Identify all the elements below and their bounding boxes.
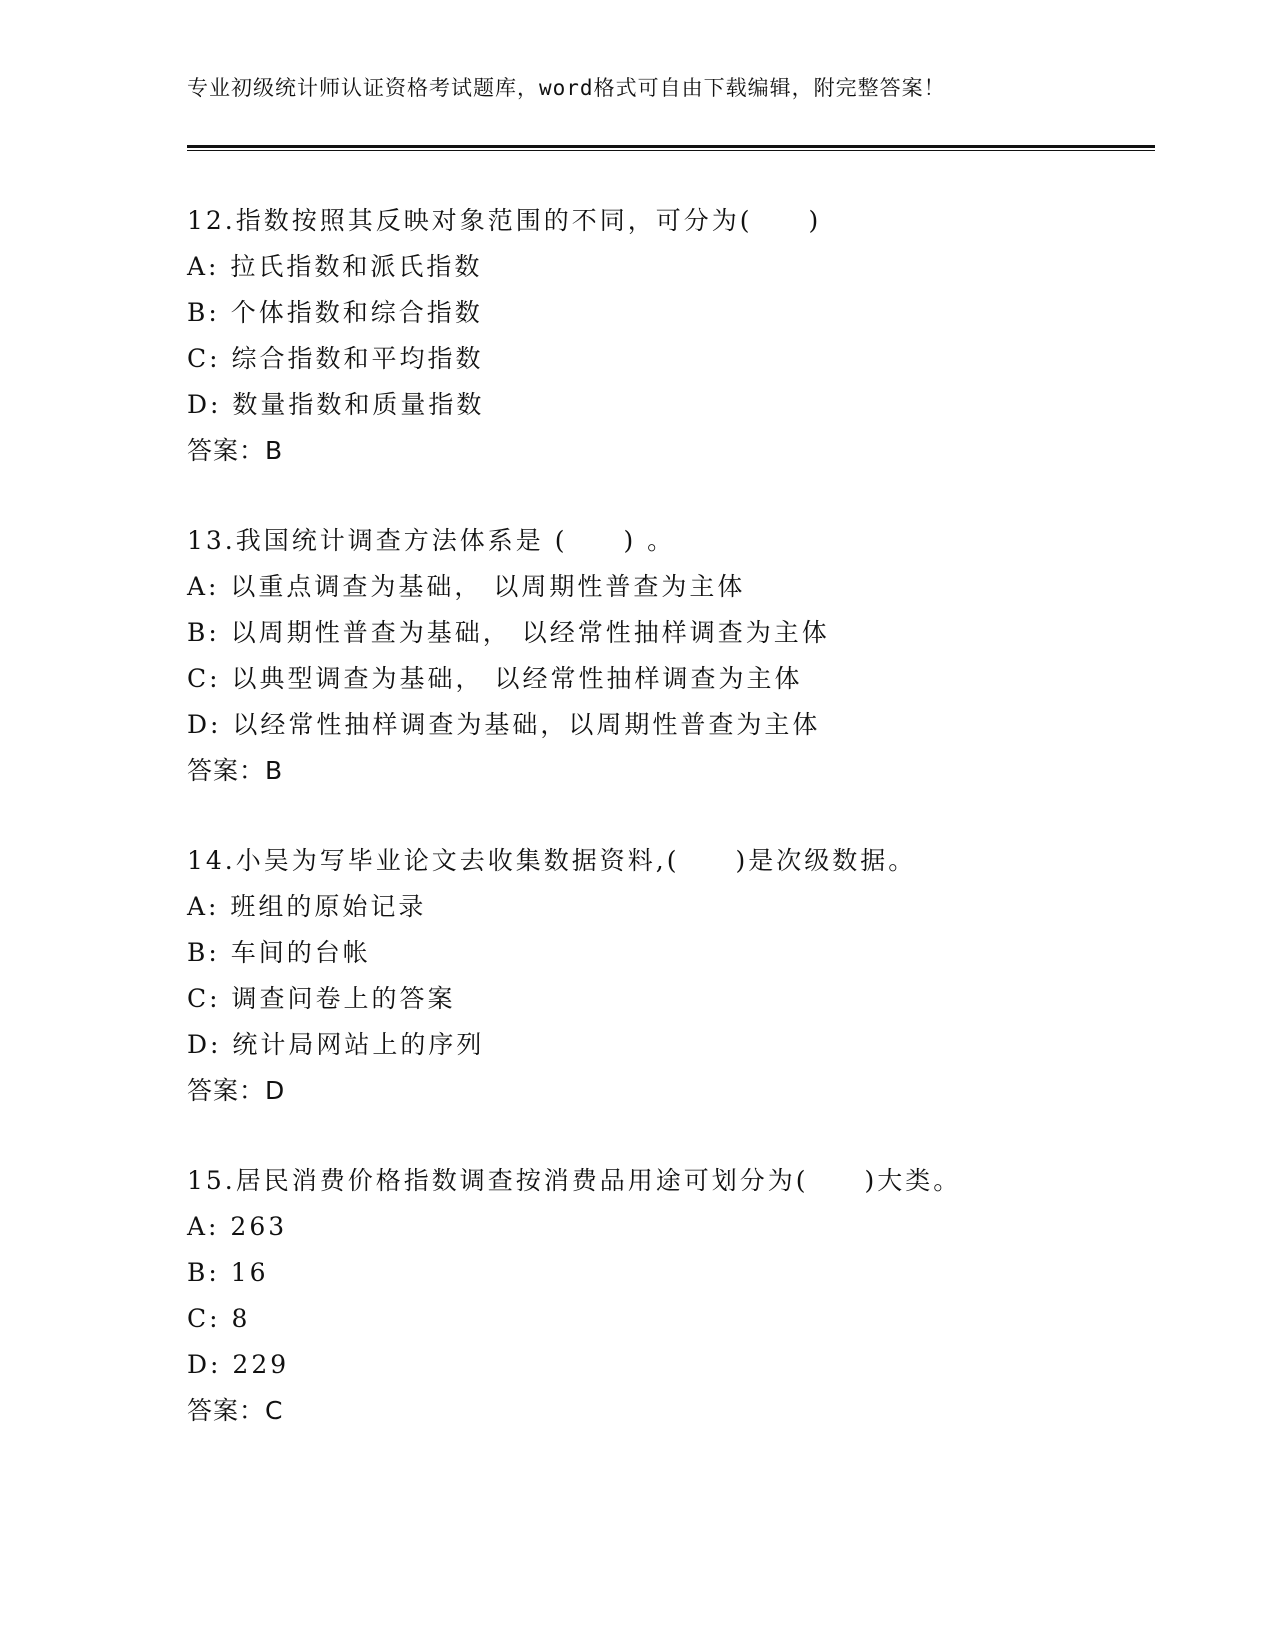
option-a: A: 拉氏指数和派氏指数 — [187, 252, 483, 281]
option-c: C: 调查问卷上的答案 — [187, 984, 456, 1013]
option-b: B: 车间的台帐 — [187, 938, 371, 967]
header-divider — [187, 145, 1155, 151]
answer-line: 答案：D — [187, 1076, 286, 1105]
option-c: C: 综合指数和平均指数 — [187, 344, 484, 373]
page-header: 专业初级统计师认证资格考试题库，word格式可自由下载编辑，附完整答案！ — [187, 76, 946, 100]
option-a: A: 班组的原始记录 — [187, 892, 427, 921]
answer-line: 答案：B — [187, 756, 284, 785]
option-a: A: 263 — [187, 1212, 288, 1241]
option-d: D: 数量指数和质量指数 — [187, 390, 485, 419]
question-block-13 — [187, 518, 1147, 794]
option-d: D: 统计局网站上的序列 — [187, 1030, 485, 1059]
question-block-15 — [187, 1158, 1147, 1434]
option-b: B: 16 — [187, 1258, 269, 1287]
option-d: D: 229 — [187, 1350, 290, 1379]
option-b: B: 个体指数和综合指数 — [187, 298, 483, 327]
option-d: D: 以经常性抽样调查为基础，以周期性普查为主体 — [187, 710, 821, 739]
question-stem: 15.居民消费价格指数调查按消费品用途可划分为( )大类。 — [187, 1166, 962, 1195]
question-block-14 — [187, 838, 1147, 1114]
option-c: C: 以典型调查为基础， 以经常性抽样调查为主体 — [187, 664, 803, 693]
option-c: C: 8 — [187, 1304, 251, 1333]
question-stem: 14.小吴为写毕业论文去收集数据资料,( )是次级数据。 — [187, 846, 917, 875]
question-stem: 13.我国统计调查方法体系是 ( ) 。 — [187, 526, 676, 555]
answer-line: 答案：B — [187, 436, 284, 465]
answer-line: 答案：C — [187, 1396, 284, 1425]
question-stem: 12.指数按照其反映对象范围的不同，可分为( ) — [187, 206, 822, 235]
option-b: B: 以周期性普查为基础， 以经常性抽样调查为主体 — [187, 618, 830, 647]
question-block-12 — [187, 198, 1147, 474]
option-a: A: 以重点调查为基础， 以周期性普查为主体 — [187, 572, 746, 601]
